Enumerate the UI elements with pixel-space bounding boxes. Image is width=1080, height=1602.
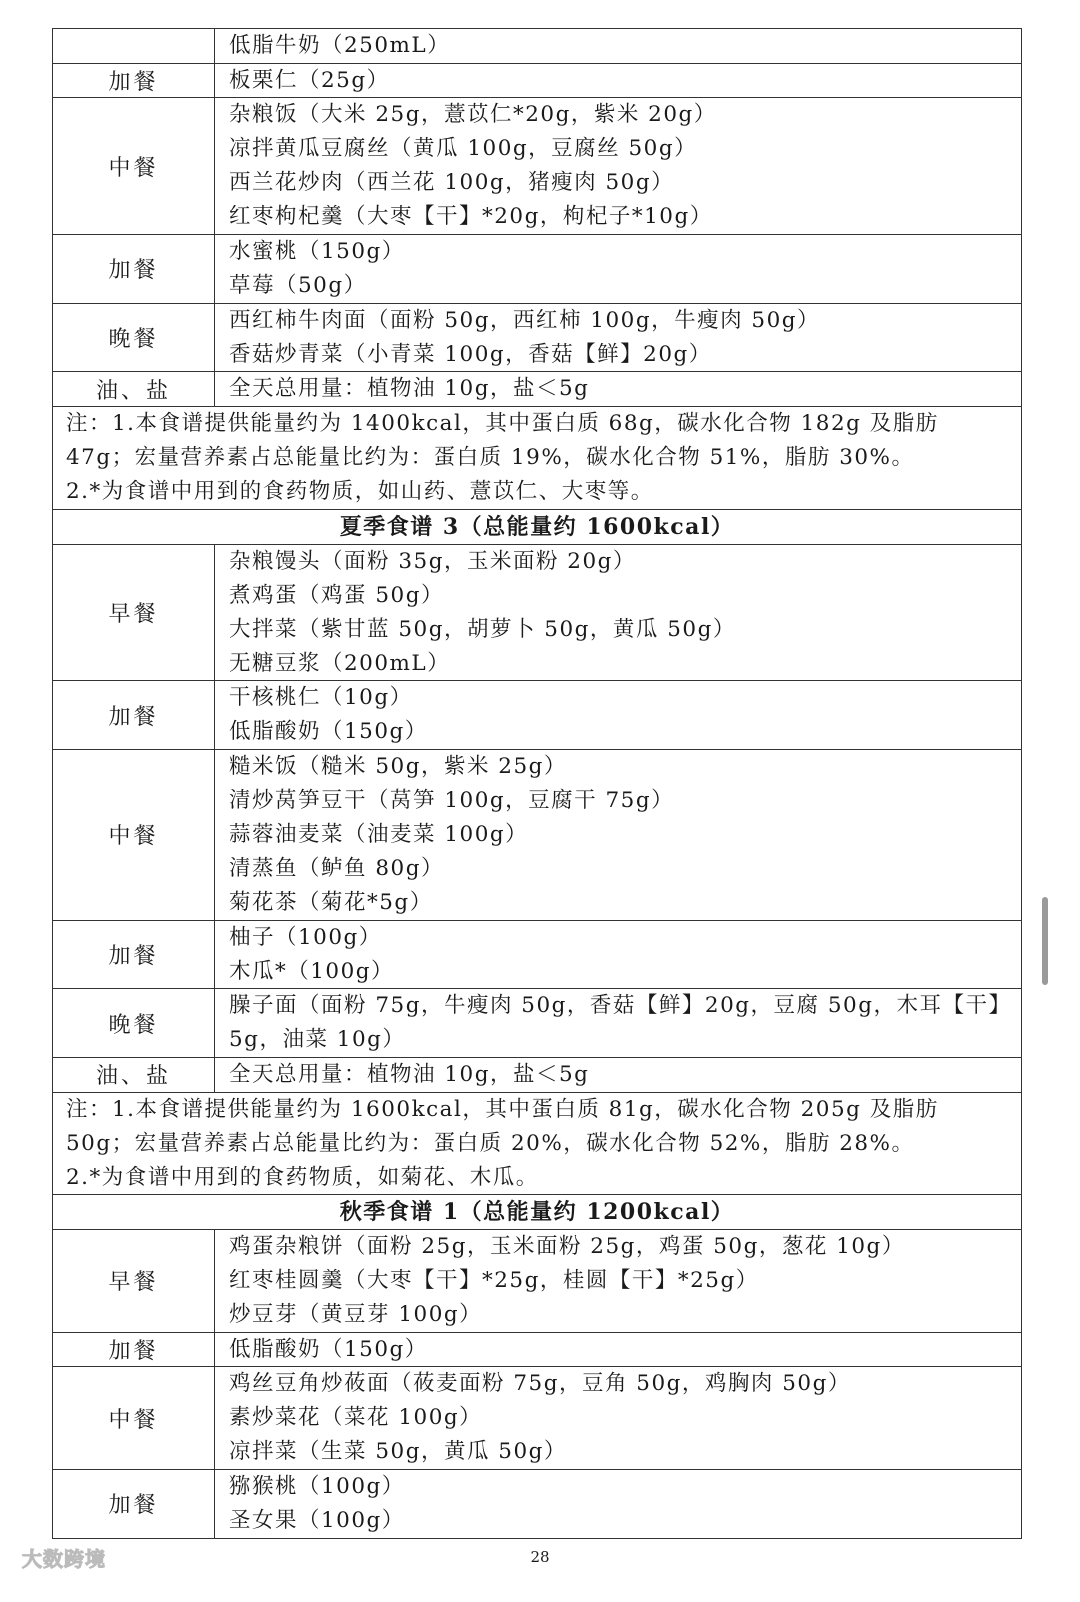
meal-items	[215, 64, 390, 98]
meal-item: 无糖豆浆（200mL）	[229, 650, 451, 676]
meal-item: 杂粮馒头（面粉 35g，玉米面粉 20g）	[229, 548, 636, 574]
meal-item: 菊花茶（菊花*5g）	[229, 889, 433, 915]
meal-row	[53, 1367, 1021, 1470]
meal-label: 早餐	[53, 545, 215, 681]
meal-item: 低脂牛奶（250mL）	[229, 33, 451, 58]
meal-row	[53, 64, 1021, 99]
meal-item: 5g，油菜 10g）	[229, 1027, 406, 1053]
meal-items	[215, 235, 405, 303]
meal-label: 油、盐	[53, 372, 215, 406]
note-line: 注：1.本食谱提供能量约为 1600kcal，其中蛋白质 81g，碳水化合物 205g 及脂肪	[66, 1096, 939, 1122]
section-title: 秋季食谱 1（总能量约 1200kcal）	[339, 1199, 735, 1226]
note-text	[53, 407, 939, 509]
meal-items	[215, 1230, 905, 1332]
meal-item: 臊子面（面粉 75g，牛瘦肉 50g，香菇【鲜】20g，豆腐 50g，木耳【干】	[229, 993, 1012, 1019]
meal-items	[215, 1367, 851, 1469]
meal-row	[53, 1333, 1021, 1368]
meal-label: 加餐	[53, 681, 215, 749]
meal-item: 板栗仁（25g）	[229, 67, 390, 93]
meal-item: 低脂酸奶（150g）	[229, 1336, 428, 1362]
meal-item: 凉拌菜（生菜 50g，黄瓜 50g）	[229, 1439, 567, 1465]
note-line: 注：1.本食谱提供能量约为 1400kcal，其中蛋白质 68g，碳水化合物 182g 及脂肪	[66, 411, 939, 437]
meal-item: 低脂酸奶（150g）	[229, 719, 428, 745]
meal-item: 凉拌黄瓜豆腐丝（黄瓜 100g，豆腐丝 50g）	[229, 136, 698, 162]
meal-row	[53, 545, 1021, 682]
meal-item: 柚子（100g）	[229, 924, 382, 950]
meal-label: 加餐	[53, 921, 215, 989]
meal-items	[215, 921, 394, 989]
meal-row	[53, 750, 1021, 921]
meal-item: 素炒菜花（菜花 100g）	[229, 1405, 483, 1431]
meal-label: 加餐	[53, 1333, 215, 1367]
meal-row	[53, 98, 1021, 235]
meal-item: 煮鸡蛋（鸡蛋 50g）	[229, 582, 444, 608]
meal-item: 猕猴桃（100g）	[229, 1474, 405, 1500]
meal-label: 加餐	[53, 1470, 215, 1538]
meal-row	[53, 681, 1021, 750]
meal-row	[53, 1230, 1021, 1333]
meal-items	[215, 750, 674, 920]
meal-row	[53, 921, 1021, 990]
note-line: 47g；宏量营养素占总能量比约为：蛋白质 19%，碳水化合物 51%，脂肪 30%。	[66, 445, 915, 471]
meal-row	[53, 304, 1021, 373]
note-row	[53, 407, 1021, 510]
meal-item: 圣女果（100g）	[229, 1508, 405, 1534]
note-text	[53, 1093, 939, 1195]
meal-item: 鸡丝豆角炒莜面（莜麦面粉 75g，豆角 50g，鸡胸肉 50g）	[229, 1371, 851, 1397]
meal-item: 红枣枸杞羹（大枣【干】*20g，枸杞子*10g）	[229, 204, 713, 230]
meal-items	[215, 98, 717, 234]
meal-item: 糙米饭（糙米 50g，紫米 25g）	[229, 753, 567, 779]
meal-items	[215, 29, 450, 63]
meal-label: 晚餐	[53, 989, 215, 1057]
meal-items	[215, 1333, 428, 1367]
meal-item: 红枣桂圆羹（大枣【干】*25g，桂圆【干】*25g）	[229, 1268, 759, 1293]
meal-label: 中餐	[53, 1367, 215, 1469]
meal-label: 早餐	[53, 1230, 215, 1332]
meal-items	[215, 304, 820, 372]
meal-item: 清蒸鱼（鲈鱼 80g）	[229, 855, 444, 881]
meal-item: 干核桃仁（10g）	[229, 685, 413, 711]
meal-item: 水蜜桃（150g）	[229, 239, 405, 265]
meal-item: 全天总用量：植物油 10g，盐＜5g	[229, 1061, 590, 1087]
meal-item: 蒜蓉油麦菜（油麦菜 100g）	[229, 821, 529, 847]
meal-item: 鸡蛋杂粮饼（面粉 25g，玉米面粉 25g，鸡蛋 50g，葱花 10g）	[229, 1234, 905, 1259]
meal-items	[215, 1470, 405, 1538]
meal-items	[215, 372, 589, 406]
meal-items	[215, 989, 1012, 1057]
section-title-row	[53, 1195, 1021, 1230]
note-line: 2.*为食谱中用到的食药物质，如菊花、木瓜。	[66, 1164, 539, 1190]
note-row	[53, 1093, 1021, 1196]
meal-item: 香菇炒青菜（小青菜 100g，香菇【鲜】20g）	[229, 341, 712, 367]
meal-label: 加餐	[53, 64, 215, 98]
meal-row	[53, 989, 1021, 1058]
meal-label: 油、盐	[53, 1058, 215, 1092]
meal-item: 炒豆芽（黄豆芽 100g）	[229, 1302, 483, 1327]
meal-label: 加餐	[53, 235, 215, 303]
scrollbar[interactable]	[1042, 897, 1048, 985]
meal-items	[215, 545, 736, 681]
meal-row	[53, 1058, 1021, 1093]
watermark-logo: 大数跨境	[22, 1547, 106, 1571]
meal-item: 大拌菜（紫甘蓝 50g，胡萝卜 50g，黄瓜 50g）	[229, 616, 736, 642]
meal-label	[53, 29, 215, 63]
meal-items	[215, 681, 428, 749]
meal-row	[53, 235, 1021, 304]
meal-items	[215, 1058, 589, 1092]
meal-label: 晚餐	[53, 304, 215, 372]
section-title: 夏季食谱 3（总能量约 1600kcal）	[339, 513, 735, 540]
note-line: 2.*为食谱中用到的食药物质，如山药、薏苡仁、大枣等。	[66, 479, 654, 505]
meal-row	[53, 372, 1021, 407]
meal-item: 杂粮饭（大米 25g，薏苡仁*20g，紫米 20g）	[229, 102, 717, 128]
meal-label: 中餐	[53, 98, 215, 234]
meal-label: 中餐	[53, 750, 215, 920]
note-line: 50g；宏量营养素占总能量比约为：蛋白质 20%，碳水化合物 52%，脂肪 28%。	[66, 1130, 915, 1156]
meal-row	[53, 1470, 1021, 1539]
meal-item: 西红柿牛肉面（面粉 50g，西红柿 100g，牛瘦肉 50g）	[229, 307, 821, 333]
page-number: 28	[530, 1548, 550, 1566]
meal-item: 木瓜*（100g）	[229, 958, 395, 984]
meal-row	[53, 29, 1021, 64]
meal-item: 清炒莴笋豆干（莴笋 100g，豆腐干 75g）	[229, 787, 675, 813]
recipe-table	[52, 28, 1022, 1539]
meal-item: 全天总用量：植物油 10g，盐＜5g	[229, 376, 590, 402]
meal-item: 草莓（50g）	[229, 273, 367, 299]
meal-item: 西兰花炒肉（西兰花 100g，猪瘦肉 50g）	[229, 170, 675, 196]
section-title-row	[53, 510, 1021, 545]
